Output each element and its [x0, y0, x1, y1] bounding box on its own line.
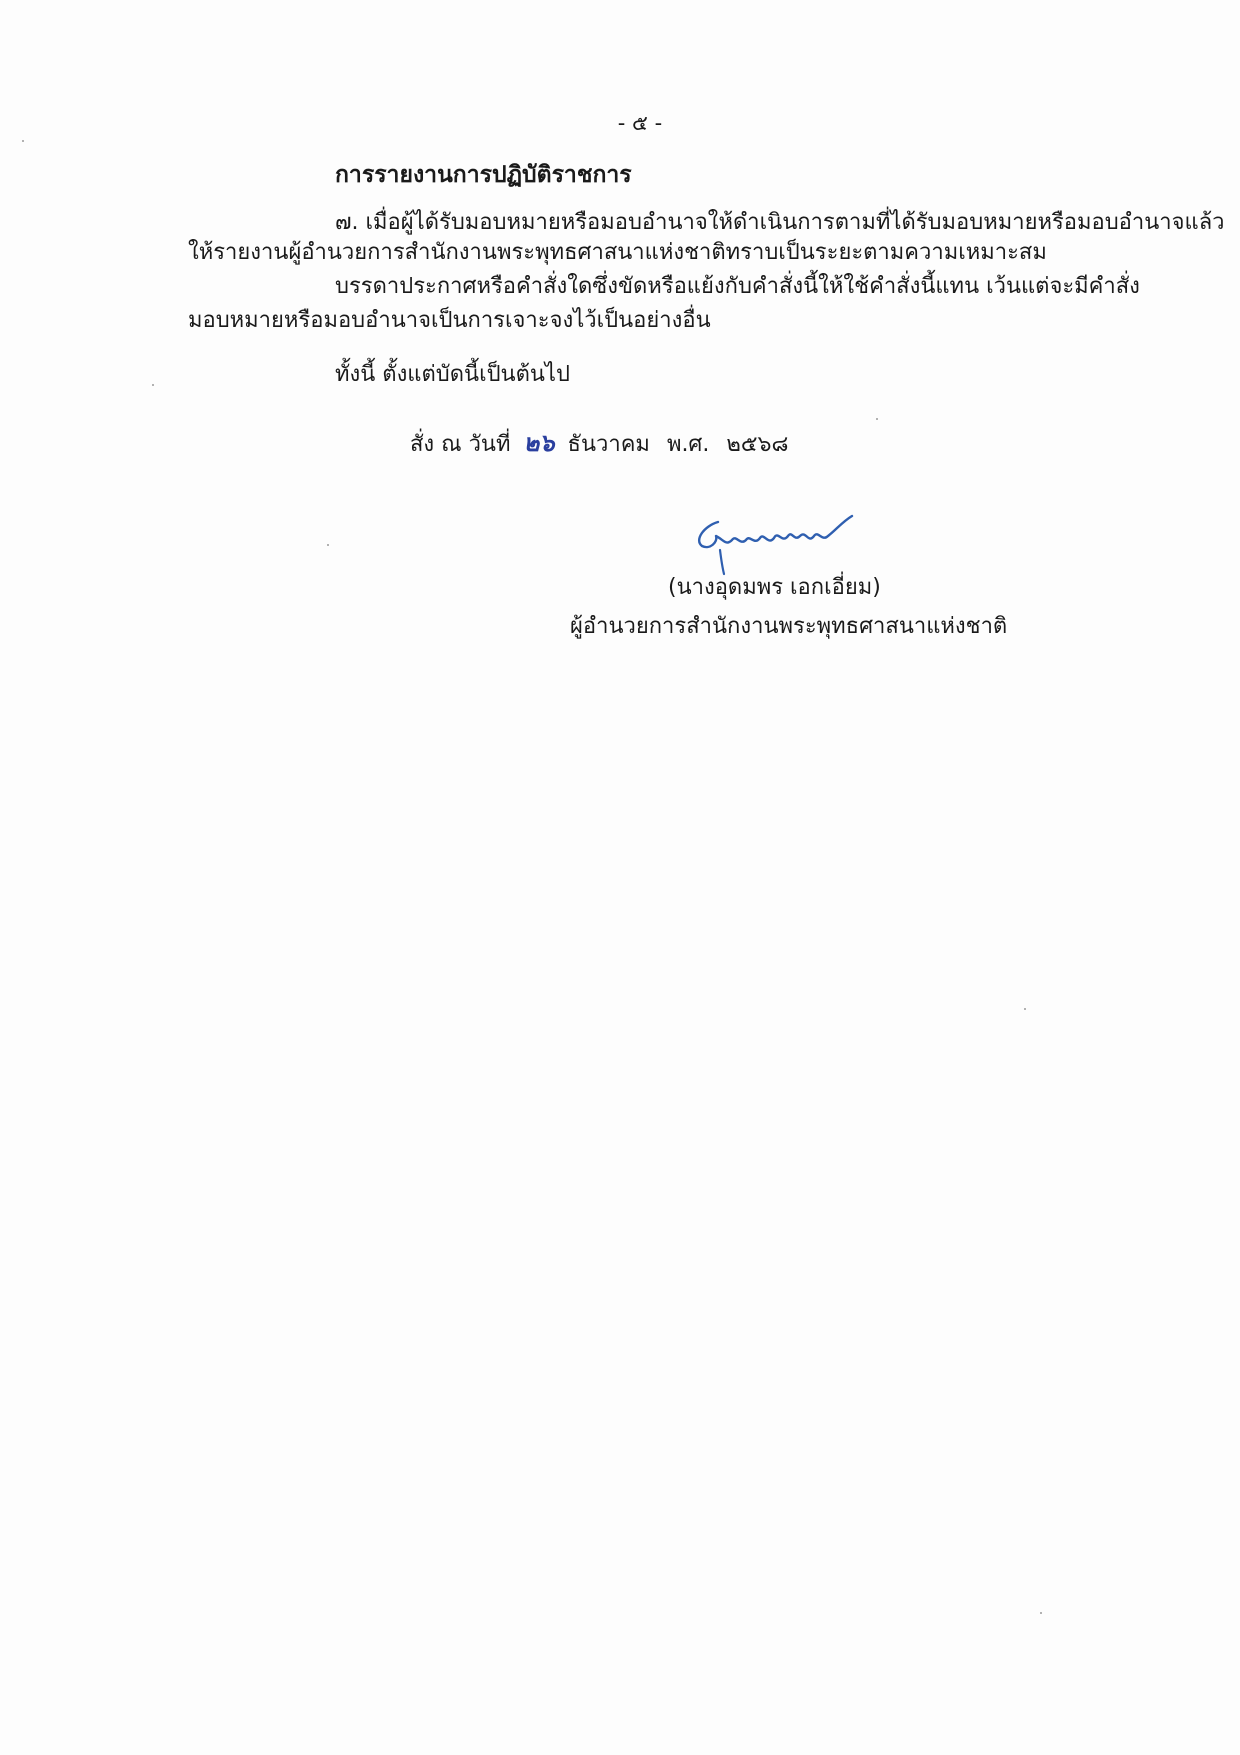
- scan-speck: [327, 544, 329, 546]
- scan-speck: [876, 418, 878, 420]
- signature-stroke: [699, 516, 852, 547]
- scan-speck: [1024, 1008, 1026, 1010]
- date-prefix: สั่ง ณ วันที่: [410, 432, 511, 457]
- scan-speck: [22, 140, 24, 142]
- page-number: - ๕ -: [617, 111, 663, 135]
- paragraph-1-line-1: ๗. เมื่อผู้ได้รับมอบหมายหรือมอบอำนาจให้ดำเนินการตามที่ได้รับมอบหมายหรือมอบอำนาจแล้ว: [335, 210, 1225, 235]
- paragraph-2-line-2: มอบหมายหรือมอบอำนาจเป็นการเจาะจงไว้เป็นอย่างอื่น: [188, 308, 711, 333]
- date-year: ๒๕๖๘: [726, 432, 789, 457]
- scan-speck: [152, 384, 154, 386]
- signer-name: (นางอุดมพร เอกเอี่ยม): [668, 575, 881, 600]
- paragraph-2-line-1: บรรดาประกาศหรือคำสั่งใดซึ่งขัดหรือแย้งกับคำสั่งนี้ให้ใช้คำสั่งนี้แทน เว้นแต่จะมีคำสั่ง: [335, 274, 1140, 299]
- paragraph-1-line-2: ให้รายงานผู้อำนวยการสำนักงานพระพุทธศาสนาแห่งชาติทราบเป็นระยะตามความเหมาะสม: [188, 240, 1047, 265]
- date-day-handwritten: ๒๖: [523, 428, 555, 457]
- order-date-line: [410, 428, 788, 460]
- scan-speck: [1040, 1612, 1042, 1614]
- handwritten-signature: [690, 500, 880, 580]
- date-month: ธันวาคม: [567, 432, 650, 457]
- section-heading: การรายงานการปฏิบัติราชการ: [335, 162, 632, 188]
- effective-statement: ทั้งนี้ ตั้งแต่บัดนี้เป็นต้นไป: [335, 362, 570, 387]
- signature-stroke: [720, 550, 724, 574]
- date-era: พ.ศ.: [666, 432, 710, 457]
- signer-title: ผู้อำนวยการสำนักงานพระพุทธศาสนาแห่งชาติ: [570, 614, 1008, 639]
